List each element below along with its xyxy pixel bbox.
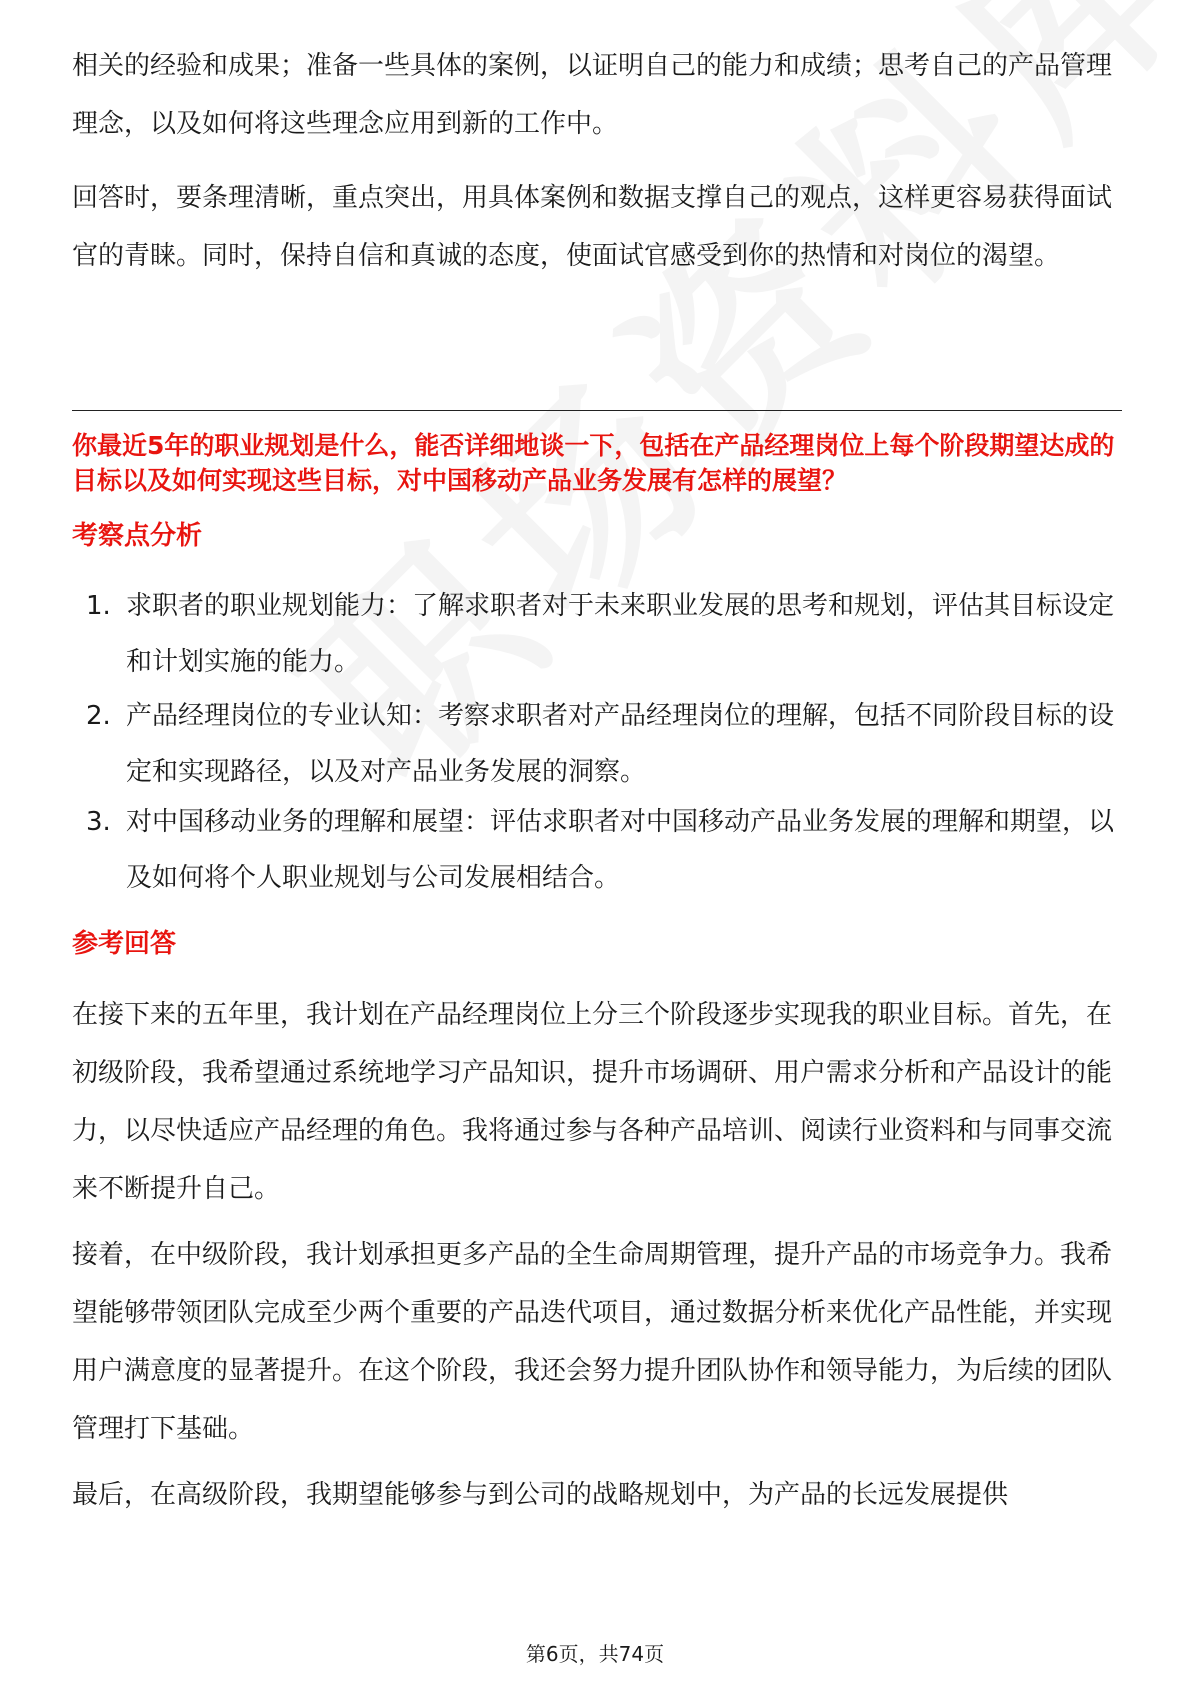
list-item-text: 产品经理岗位的专业认知：考察求职者对产品经理岗位的理解，包括不同阶段目标的设定和实现路径，以及对产品业务发展的洞察。 xyxy=(126,701,1115,787)
answer-paragraph-1: 在接下来的五年里，我计划在产品经理岗位上分三个阶段逐步实现我的职业目标。首先，在初级阶段，我希望通过系统地学习产品知识，提升市场调研、用户需求分析和产品设计的能力，以尽快适应产品经理的角色。我将通过参与各种产品培训、阅读行业资料和与同事交流来不断提升自己。 xyxy=(72,1000,1113,1204)
analysis-heading: 考察点分析 xyxy=(72,521,203,551)
analysis-item-2 xyxy=(86,688,1122,800)
analysis-item-3 xyxy=(86,794,1122,906)
answer-paragraph-2: 接着，在中级阶段，我计划承担更多产品的全生命周期管理，提升产品的市场竞争力。我希望能够带领团队完成至少两个重要的产品迭代项目，通过数据分析来优化产品性能，并实现用户满意度的显著提升。在这个阶段，我还会努力提升团队协作和领导能力，为后续的团队管理打下基础。 xyxy=(72,1240,1113,1444)
answer-paragraph-3: 最后，在高级阶段，我期望能够参与到公司的战略规划中，为产品的长远发展提供 xyxy=(72,1480,1009,1510)
list-number: 3. xyxy=(86,807,111,837)
list-number: 2. xyxy=(86,701,111,731)
analysis-item-1 xyxy=(86,578,1122,690)
section-divider xyxy=(72,410,1122,411)
page-number: 第6页，共74页 xyxy=(525,1642,665,1666)
interview-question: 你最近5年的职业规划是什么，能否详细地谈一下，包括在产品经理岗位上每个阶段期望达成的目标以及如何实现这些目标，对中国移动产品业务发展有怎样的展望？ xyxy=(72,431,1115,495)
intro-paragraph-1: 相关的经验和成果；准备一些具体的案例，以证明自己的能力和成绩；思考自己的产品管理理念，以及如何将这些理念应用到新的工作中。 xyxy=(72,51,1113,139)
list-number: 1. xyxy=(86,591,111,621)
list-item-text: 求职者的职业规划能力：了解求职者对于未来职业发展的思考和规划，评估其目标设定和计划实施的能力。 xyxy=(126,591,1115,677)
answer-heading: 参考回答 xyxy=(72,929,177,959)
intro-paragraph-2: 回答时，要条理清晰，重点突出，用具体案例和数据支撑自己的观点，这样更容易获得面试官的青睐。同时，保持自信和真诚的态度，使面试官感受到你的热情和对岗位的渴望。 xyxy=(72,183,1113,271)
list-item-text: 对中国移动业务的理解和展望：评估求职者对中国移动产品业务发展的理解和期望，以及如何将个人职业规划与公司发展相结合。 xyxy=(126,807,1115,893)
